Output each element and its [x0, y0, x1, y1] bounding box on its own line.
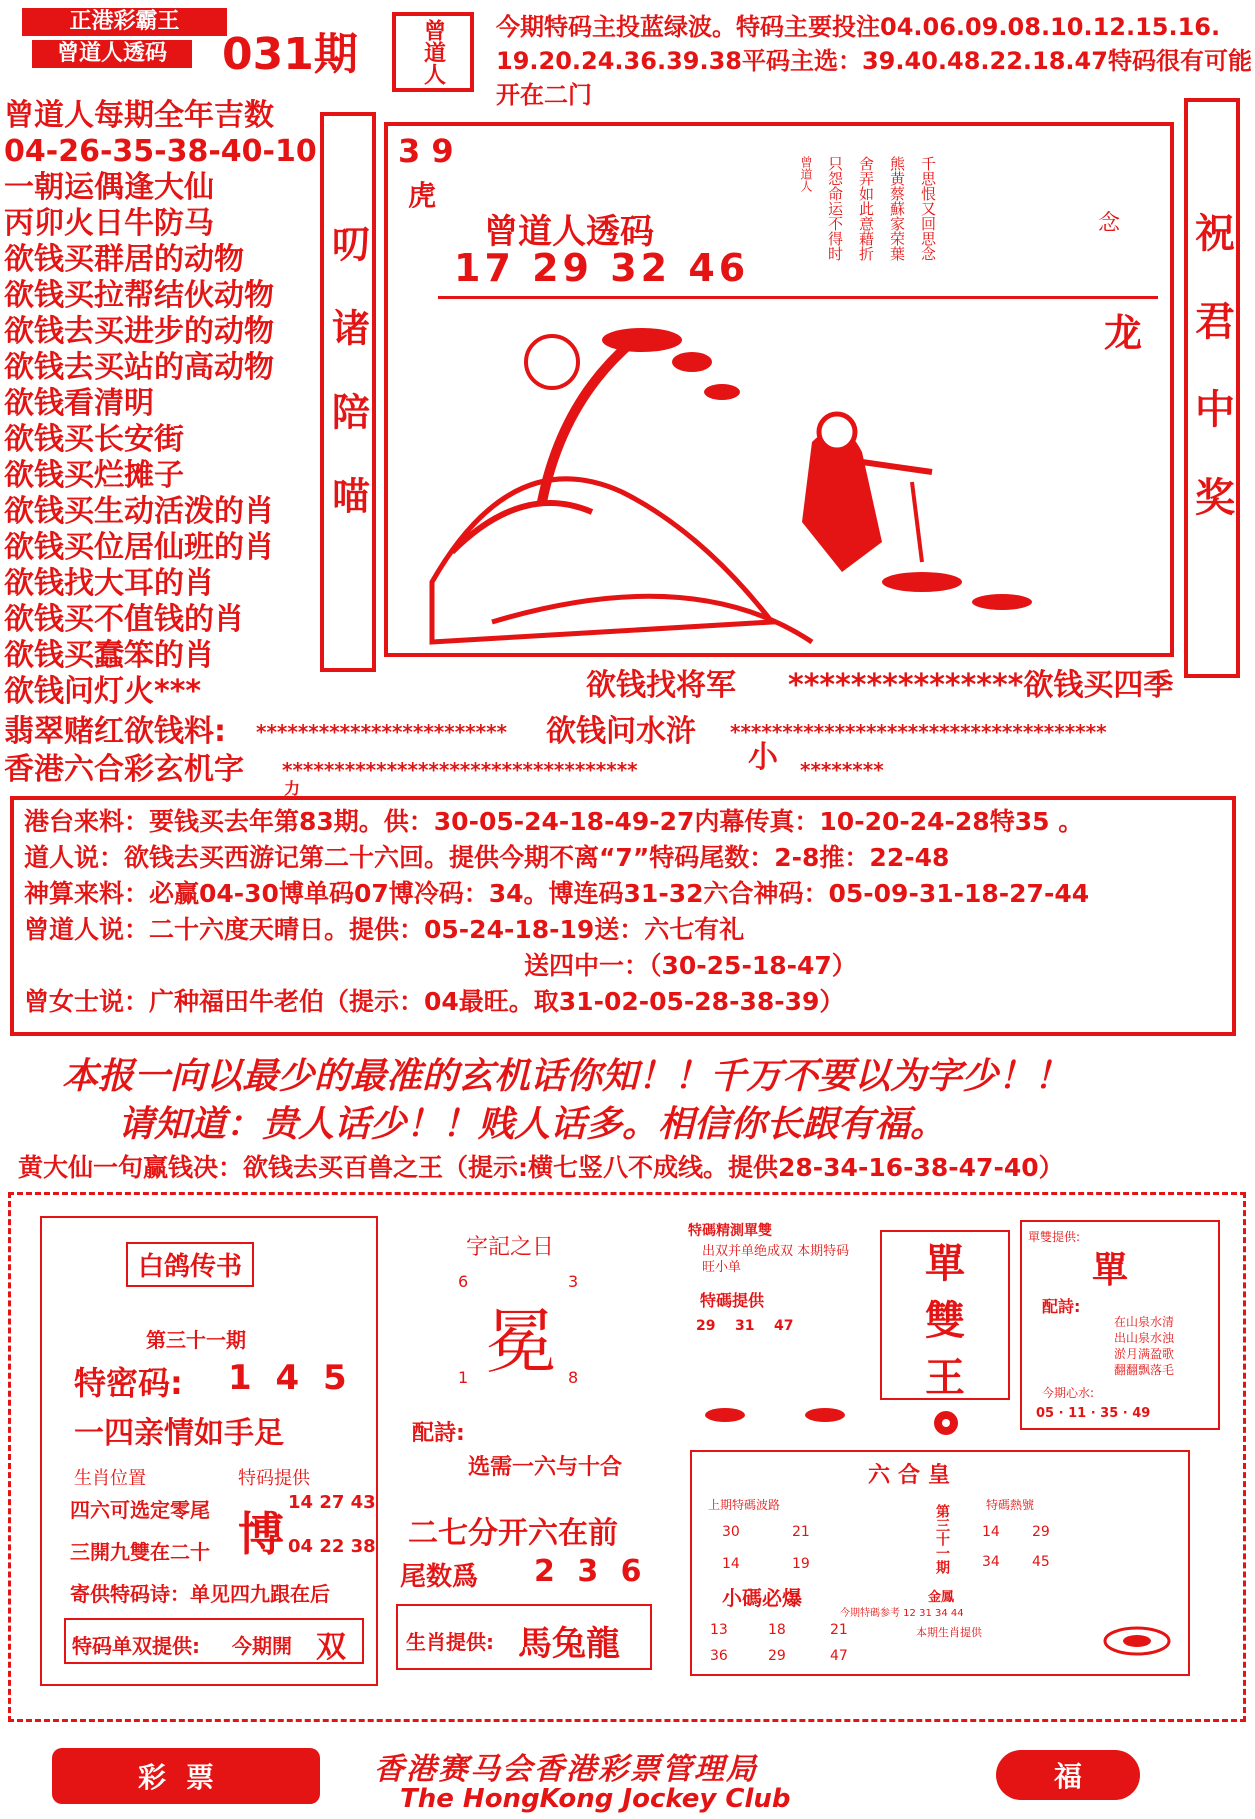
wong-tai-sin-line: 黄大仙一句赢钱决：欲钱去买百兽之王（提示:横七竖八不成线。提供28-34-16-38-47-40）	[18, 1153, 1064, 1182]
flower-icon	[916, 1408, 976, 1438]
riddle-jade-stars: ************************	[256, 720, 508, 744]
wave-30: 30	[722, 1524, 740, 1540]
panel-c-right-char: 單	[1092, 1250, 1129, 1291]
footer-line-1: 香港赛马会香港彩票管理局	[374, 1752, 758, 1787]
list-item: 一朝运偶逢大仙	[4, 170, 214, 205]
small-code-label: 小碼必爆	[722, 1586, 802, 1610]
odd-even-value: 双	[316, 1630, 346, 1665]
ref-line: 今期特碼参考 12 31 34 44	[840, 1608, 964, 1619]
list-item: 欲钱买不值钱的肖	[4, 602, 244, 637]
scroll-panel	[384, 122, 1174, 657]
announcement	[496, 10, 1252, 112]
small-29: 29	[768, 1648, 786, 1664]
poem-col: 熊黄蔡蘇家荣葉	[888, 156, 906, 261]
footer-right-seal-text: 福	[1053, 1760, 1082, 1793]
riddle-mystery-label: 香港六合彩玄机字	[4, 752, 244, 787]
slogan-line-1: 本报一向以最少的最准的玄机话你知！！千万不要以为字少！！	[62, 1055, 1071, 1097]
special-provide-label: 特码提供	[238, 1468, 310, 1489]
small-36: 36	[710, 1648, 728, 1664]
panel-b-line-1: 二七分开六在前	[408, 1516, 618, 1551]
small-21: 21	[830, 1622, 848, 1638]
panel-d-header: 六合皇	[868, 1463, 959, 1488]
panel-a-line-b: 三開九雙在二十	[70, 1540, 210, 1564]
list-item: 欲钱找大耳的肖	[4, 566, 214, 601]
info-line-shen-suan: 神算来料：必赢04-30博单码07博冷码：34。博连码31-32六合神码：05-09-31-18-27-44	[24, 879, 1090, 908]
poem-line: 淤月满盈歌	[1114, 1347, 1175, 1361]
big-char-wang: 王	[925, 1355, 965, 1401]
special-code-value: 1 4 5	[228, 1358, 353, 1398]
panel-c-provide: 特碼提供	[700, 1291, 765, 1310]
panel-c-sub: 出双并单绝成双 本期特码旺小单	[702, 1244, 850, 1275]
info-line-hk-tw: 港台来料：要钱买去年第83期。供：30-05-24-18-49-27内幕传真：10-20-24-28特35 。	[24, 807, 1084, 836]
zodiac-value: 馬兔龍	[518, 1624, 620, 1664]
hot-29: 29	[1032, 1524, 1050, 1540]
info-line-zeng-dao-ren: 曾道人说：二十六度天晴日。提供：05-24-18-19送：六七有礼	[24, 915, 745, 944]
seal-icon	[1102, 1626, 1172, 1656]
odd-even-box	[64, 1618, 364, 1664]
corner-1: 1	[458, 1368, 469, 1387]
poem-line: 出山泉水浊	[1114, 1331, 1175, 1345]
corner-8: 8	[568, 1368, 579, 1387]
poem-col: 曾道人	[799, 156, 813, 192]
logo-line-1: 正港彩霸王	[22, 8, 227, 36]
announce-line-1: 今期特码主投蓝绿波。特码主要投注04.06.09.08.10.12.15.16.	[496, 13, 1221, 41]
panel-liu-he-huang	[690, 1450, 1190, 1676]
wave-19: 19	[792, 1556, 810, 1572]
panel-a-issue: 第三十一期	[146, 1328, 246, 1352]
panel-a-phrase: 一四亲情如手足	[74, 1416, 284, 1451]
list-item: 04-26-35-38-40-10	[4, 134, 317, 169]
panel-a-nums-b: 04 22 38	[288, 1536, 376, 1557]
panel-b-poem-label: 配詩:	[412, 1421, 465, 1446]
hot-14: 14	[982, 1524, 1000, 1540]
announce-line-2: 19.20.24.36.39.38平码主选：39.40.48.22.18.47特码很有可能	[496, 47, 1252, 75]
footer-left-seal-text: 彩票	[137, 1761, 234, 1794]
poem-col: 只怨命运不得时	[826, 156, 844, 261]
scroll-illustration	[392, 322, 1172, 652]
issue-number: 031期	[222, 29, 358, 80]
big-odd-even-box	[880, 1230, 1010, 1400]
list-item: 欲钱买位居仙班的肖	[4, 530, 274, 565]
riddle-water-stars: ************************************	[730, 720, 1107, 744]
scroll-underline	[438, 296, 1158, 299]
info-line-ms-zeng: 曾女士说：广种福田牛老伯（提示：04最旺。取31-02-05-28-38-39）	[24, 987, 845, 1016]
zodiac-position-label: 生肖位置	[74, 1468, 146, 1489]
riddle-water-margin: 欲钱问水浒	[546, 714, 696, 749]
info-box	[10, 796, 1236, 1036]
wave-14: 14	[722, 1556, 740, 1572]
list-item: 欲钱买长安街	[4, 422, 184, 457]
riddle-jade-label: 翡翠赌红欲钱料:	[4, 714, 226, 749]
scroll-right-roller	[1184, 98, 1240, 678]
footer-line-2: The HongKong Jockey Club	[400, 1784, 791, 1814]
dragon-char: 龙	[1104, 311, 1143, 355]
small-18: 18	[768, 1622, 786, 1638]
odd-even-label: 特码单双提供:	[72, 1634, 200, 1658]
info-line-dao-ren: 道人说：欲钱去买西游记第二十六回。提供今期不离“7”特码尾数：2-8推：22-48	[24, 843, 950, 872]
poem-columns	[798, 156, 939, 286]
odd-even-prefix: 今期開	[232, 1634, 292, 1658]
scroll-numbers: 17 29 32 46	[454, 246, 750, 290]
panel-a-poem: 寄供特码诗：单见四九跟在后	[70, 1582, 330, 1606]
riddle-mystery-stars-2: ********	[800, 758, 884, 782]
footer-left-seal	[52, 1748, 320, 1804]
hot-label: 特碼熱號	[986, 1498, 1035, 1512]
panel-c-right	[1020, 1220, 1220, 1430]
poem-col: 舍弄如此意藉折	[857, 156, 875, 261]
zodiac-label: 生肖提供:	[406, 1630, 494, 1654]
panel-c-animals	[700, 1400, 850, 1430]
panel-a-line-a: 四六可选定零尾	[70, 1498, 210, 1522]
big-char-dan: 單	[925, 1241, 965, 1287]
wave-label: 上期特碼波路	[708, 1498, 781, 1512]
panel-d-feng: 金鳳	[928, 1590, 955, 1605]
panel-b-poem: 选需一六与十合	[468, 1455, 623, 1480]
tail-label: 尾数爲	[400, 1562, 479, 1592]
panel-d-issue: 第三十一期	[934, 1504, 950, 1574]
list-item: 欲钱买群居的动物	[4, 242, 244, 277]
corner-3: 3	[568, 1272, 579, 1291]
big-character: 冕	[486, 1301, 556, 1383]
riddle-mystery-stars: **********************************	[282, 758, 638, 782]
list-item: 曾道人每期全年吉数	[4, 98, 274, 133]
riddle-season: ***************欲钱买四季	[788, 668, 1174, 703]
riddle-mystery-char: 小	[748, 740, 778, 775]
poem-line: 在山泉水清	[1114, 1315, 1175, 1329]
footer-right-seal	[996, 1750, 1140, 1800]
special-code-label: 特密码:	[74, 1364, 183, 1402]
panel-odd-even-king	[680, 1210, 1228, 1440]
list-item: 丙卯火日牛防马	[4, 206, 214, 241]
panel-c-right-title: 單雙提供:	[1028, 1230, 1081, 1244]
list-item: 欲钱买蠢笨的肖	[4, 638, 214, 673]
zodiac-box	[396, 1604, 652, 1670]
panel-white-dove	[40, 1216, 378, 1686]
wave-21: 21	[792, 1524, 810, 1540]
dao-ren-stamp	[392, 12, 474, 92]
right-roller-text: 祝君中奖	[1188, 212, 1235, 564]
panel-c-right-note: 今期心水:	[1042, 1386, 1095, 1400]
announce-line-3: 开在二门	[496, 81, 592, 109]
scroll-left-roller	[320, 112, 376, 672]
bo-char: 博	[238, 1507, 284, 1561]
corner-6: 6	[458, 1272, 469, 1291]
corner-numbers: 3 9	[398, 132, 454, 170]
list-item: 欲钱看清明	[4, 386, 154, 421]
list-item: 欲钱去买站的高动物	[4, 350, 274, 385]
scroll-title: 曾道人透码	[484, 212, 654, 252]
riddle-general: 欲钱找将军	[586, 668, 736, 703]
tail-value: 2 3 6	[534, 1554, 648, 1589]
list-item: 欲钱去买进步的动物	[4, 314, 274, 349]
left-roller-text: 叨诸陪喵	[325, 224, 370, 560]
small-13: 13	[710, 1622, 728, 1638]
info-line-four-pick-one: 送四中一：（30-25-18-47）	[524, 951, 857, 980]
hot-34: 34	[982, 1554, 1000, 1570]
hot-45: 45	[1032, 1554, 1050, 1570]
poem-col: 千思恨又回思念	[919, 156, 937, 261]
list-item: 欲钱问灯火***	[4, 674, 202, 709]
panel-c-nums: 29 31 47	[696, 1318, 794, 1334]
small-47: 47	[830, 1648, 848, 1664]
stamp-text: 曾道人	[420, 19, 446, 85]
panel-c-right-nums: 05 · 11 · 35 · 49	[1036, 1406, 1151, 1421]
big-char-shuang: 雙	[925, 1298, 965, 1344]
list-item: 欲钱买生动活泼的肖	[4, 494, 274, 529]
panel-c-header: 特碼精測單雙	[688, 1223, 772, 1239]
panel-c-right-poem	[1114, 1314, 1174, 1378]
panel-d-note: 本期生肖提供	[916, 1626, 982, 1639]
slogan-line-2: 请知道：贵人话少！！贱人话多。相信你长跟有福。	[118, 1103, 947, 1145]
corner-zodiac: 虎	[408, 179, 437, 212]
panel-character	[388, 1216, 658, 1686]
left-riddle-list	[4, 98, 324, 710]
list-item: 欲钱买烂摊子	[4, 458, 184, 493]
small-mark: 力	[284, 779, 301, 798]
panel-a-nums-a: 14 27 43	[288, 1492, 376, 1513]
panel-b-title: 字記之日	[466, 1235, 555, 1260]
logo	[22, 8, 227, 70]
panel-a-title: 白鸽传书	[126, 1242, 254, 1287]
poem-right-char: 念	[1098, 211, 1121, 236]
poem-line: 翻翻飘落毛	[1114, 1363, 1175, 1377]
logo-line-2: 曾道人透码	[32, 40, 192, 68]
panel-c-right-poem-label: 配詩:	[1042, 1297, 1081, 1316]
list-item: 欲钱买拉帮结伙动物	[4, 278, 274, 313]
